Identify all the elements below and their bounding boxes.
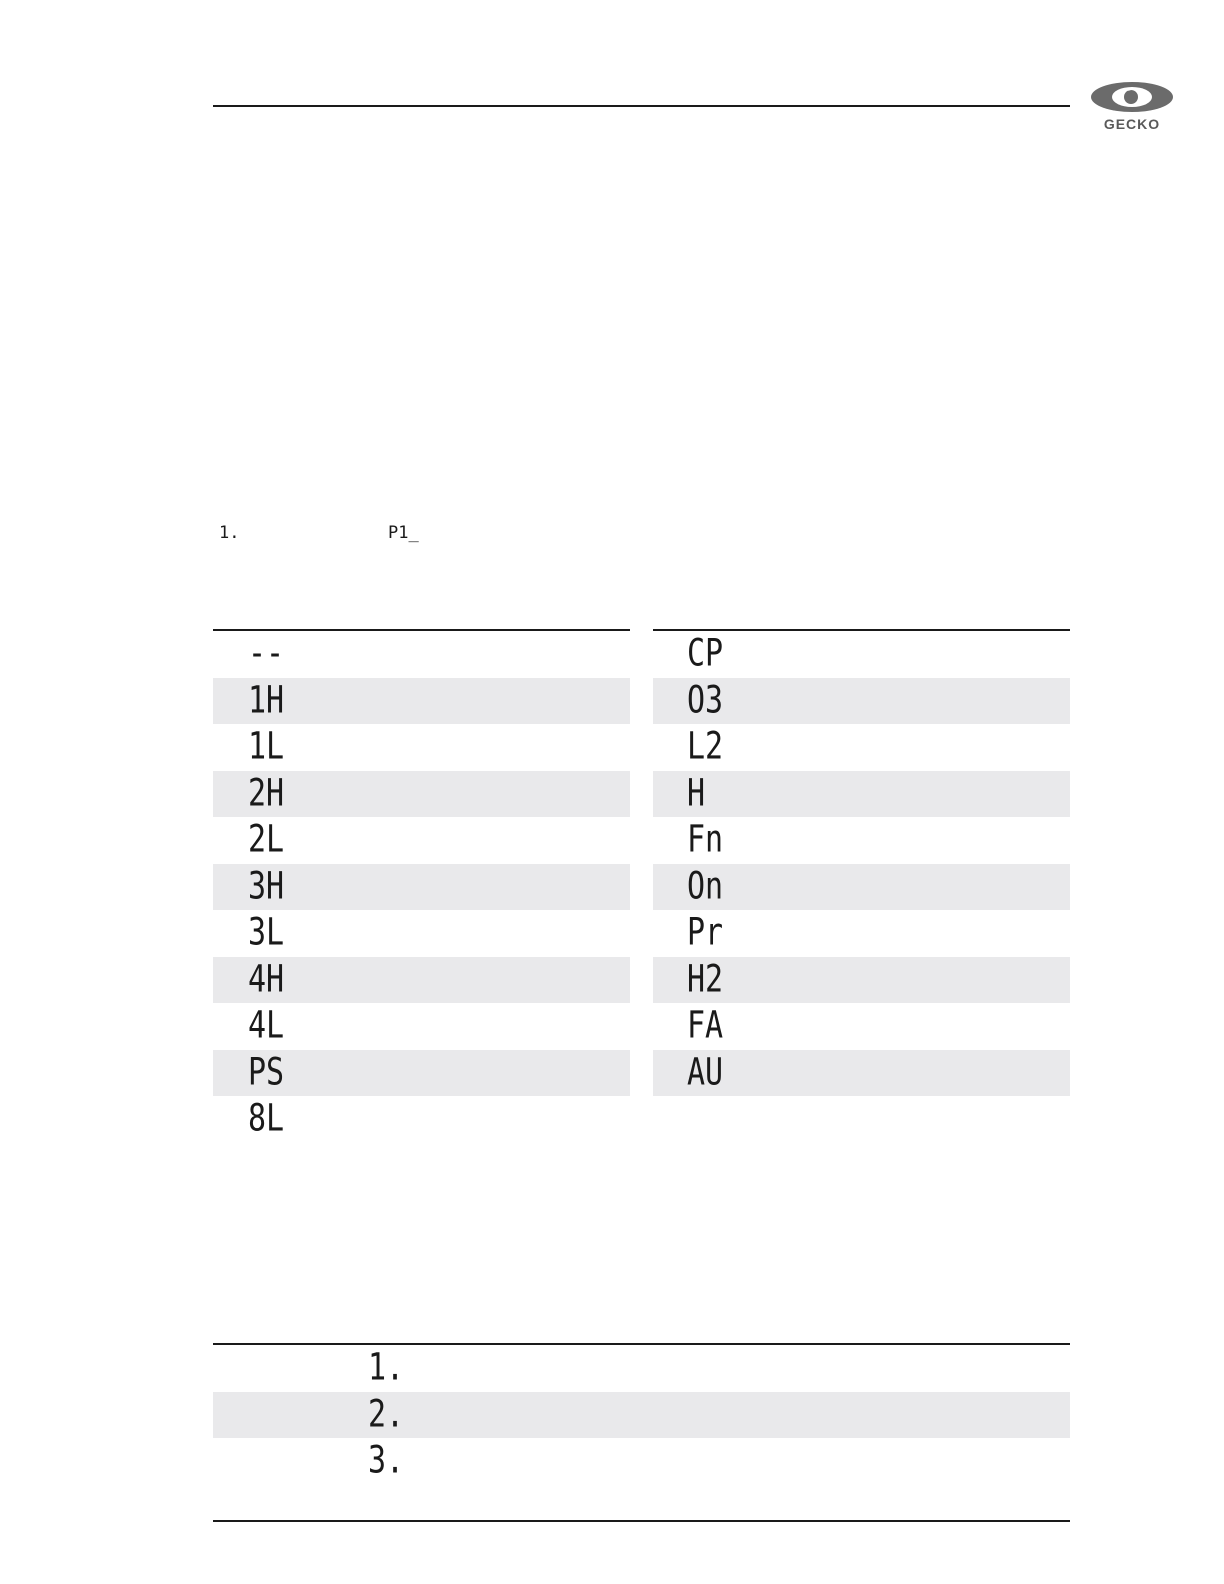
right-table-row xyxy=(653,1050,1070,1097)
right-table-row xyxy=(653,1003,1070,1050)
inline-code-second: P1_ xyxy=(388,523,419,543)
bottom-table-row xyxy=(213,1392,1070,1439)
left-table-row xyxy=(213,910,630,957)
right-table-display-code: H2 xyxy=(687,957,724,1001)
right-table-display-code: FA xyxy=(687,1003,724,1048)
left-table-row xyxy=(213,678,630,725)
left-table-display-code: -- xyxy=(248,631,285,676)
right-table-row xyxy=(653,771,1070,818)
bottom-table-row xyxy=(213,1438,1070,1485)
left-table-row xyxy=(213,1050,630,1097)
left-table-display-code: 3H xyxy=(248,864,285,908)
left-table-row xyxy=(213,1096,630,1143)
left-table-row xyxy=(213,817,630,864)
bottom-table-display-code: 2. xyxy=(368,1392,405,1436)
right-table-row xyxy=(653,910,1070,957)
right-table-display-code: H xyxy=(687,771,706,815)
bottom-table-end-rule xyxy=(213,1520,1070,1522)
gecko-logo xyxy=(1086,78,1178,136)
right-table-row xyxy=(653,724,1070,771)
right-table-row xyxy=(653,817,1070,864)
gecko-eye-icon xyxy=(1086,78,1178,118)
right-table-display-code: O3 xyxy=(687,678,724,722)
left-table-display-code: 4L xyxy=(248,1003,285,1048)
left-table-row xyxy=(213,631,630,678)
left-table-display-code: 2L xyxy=(248,817,285,862)
right-table-row xyxy=(653,864,1070,911)
right-table-row xyxy=(653,957,1070,1004)
left-table-display-code: 1H xyxy=(248,678,285,722)
right-table-display-code: On xyxy=(687,864,724,908)
inline-code-first: 1. xyxy=(219,523,240,543)
left-table-row xyxy=(213,724,630,771)
left-table-display-code: 4H xyxy=(248,957,285,1001)
left-table-row xyxy=(213,864,630,911)
bottom-table-display-code: 3. xyxy=(368,1438,405,1483)
left-table-display-code: 8L xyxy=(248,1096,285,1141)
left-table-row xyxy=(213,957,630,1004)
right-table-display-code: AU xyxy=(687,1050,724,1094)
right-table-display-code: Pr xyxy=(687,910,724,955)
bottom-table-row xyxy=(213,1345,1070,1392)
bottom-table-display-code: 1. xyxy=(368,1345,405,1390)
left-table-display-code: 3L xyxy=(248,910,285,955)
left-table-row xyxy=(213,1003,630,1050)
right-table-row xyxy=(653,678,1070,725)
right-table-display-code: L2 xyxy=(687,724,724,769)
left-table-row xyxy=(213,771,630,818)
header-rule xyxy=(213,105,1070,107)
left-table-display-code: 2H xyxy=(248,771,285,815)
right-table-display-code: Fn xyxy=(687,817,724,862)
left-table-display-code: PS xyxy=(248,1050,285,1094)
right-table-display-code: CP xyxy=(687,631,724,676)
left-table-display-code: 1L xyxy=(248,724,285,769)
right-table-row xyxy=(653,631,1070,678)
logo-wordmark: GECKO xyxy=(1103,116,1161,132)
